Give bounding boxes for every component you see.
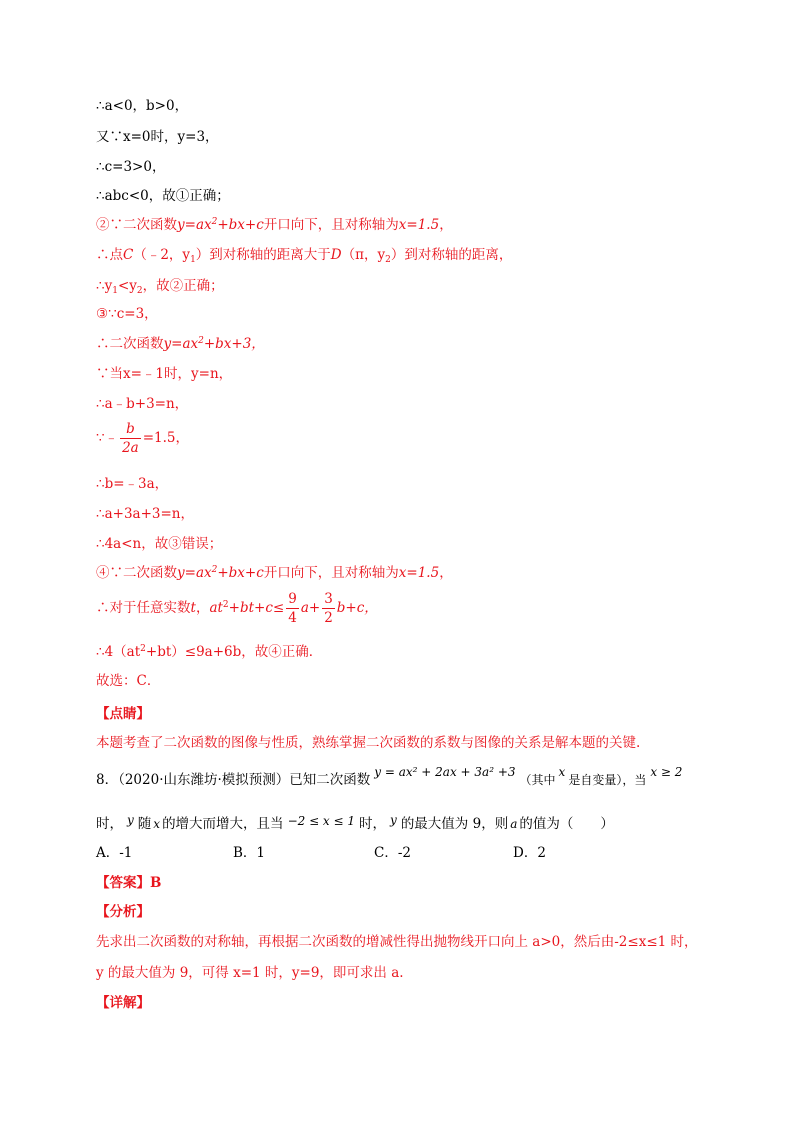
y2-sub: 2 bbox=[136, 286, 143, 296]
s3-func-expr: $y=ax^2+bx+3$， bbox=[163, 336, 265, 352]
func-expr: $y=ax^2+bx+c$ bbox=[177, 217, 264, 233]
y1-label: ∴y bbox=[96, 278, 113, 294]
line-a-neg-b-pos: ∴a<0，b>0， bbox=[96, 98, 189, 114]
line-x0-y3: 又∵x=0时，y=3， bbox=[96, 129, 219, 145]
fraction-b-over-2a: $\frac{b}{2a}$ bbox=[122, 421, 139, 456]
s3-c3: ③∵c=3， bbox=[96, 306, 158, 322]
analysis-heading: 【分析】 bbox=[96, 904, 150, 920]
s4-conc-sq: 2 bbox=[140, 644, 146, 654]
s4-a-plus: a+ bbox=[300, 600, 321, 616]
q8-y2: y bbox=[390, 813, 397, 827]
q8-equation: y = ax² + 2ax + 3a² +3 bbox=[374, 765, 516, 779]
s3-function bbox=[96, 334, 265, 354]
fraction-9-over-4: $\frac{9}{4}$ bbox=[288, 591, 297, 626]
s3-eq-1-5: =1.5， bbox=[142, 430, 190, 446]
s4-conc-a: ∴4（at bbox=[96, 644, 141, 660]
axis-value: x=1.5 bbox=[398, 217, 440, 233]
statement-2-points bbox=[96, 245, 512, 265]
s4-comma: ， bbox=[439, 565, 453, 581]
s4-any-real: ∴对于任意实数 bbox=[96, 600, 191, 616]
s3-conclusion: ∴4a<n，故③错误； bbox=[96, 536, 223, 552]
q8-options bbox=[96, 843, 696, 863]
detail-heading: 【详解】 bbox=[96, 995, 150, 1011]
choice-line: 故选：C． bbox=[96, 673, 161, 689]
s2-distance-end: ）到对称轴的距离， bbox=[390, 247, 513, 263]
s4-t: t bbox=[190, 600, 196, 616]
q8-when2: 时， bbox=[359, 816, 387, 832]
sub-2: 2 bbox=[385, 255, 391, 265]
point-d-coord: （π，y bbox=[341, 247, 386, 263]
question-8-line-2 bbox=[96, 814, 614, 834]
option-a[interactable]: A．-1 bbox=[96, 845, 133, 861]
answer-label: 【答案】B bbox=[96, 875, 162, 891]
s2-point-prefix: ∴点 bbox=[96, 247, 123, 263]
comment-text: 本题考查了二次函数的图像与性质，熟练掌握二次函数的系数与图像的关系是解本题的关键. bbox=[96, 735, 641, 751]
comment-heading: 【点睛】 bbox=[96, 706, 150, 722]
analysis-line-1: 先求出二次函数的对称轴，再根据二次函数的增减性得出抛物线开口向上 a>0，然后由-2≤x≤1 时， bbox=[96, 934, 698, 950]
s3-a-b-3-n: ∴a﹣b+3=n， bbox=[96, 396, 189, 412]
s4-prefix: ④∵二次函数 bbox=[96, 565, 177, 581]
q8-condition: x ≥ 2 bbox=[650, 765, 683, 779]
s3-a3a3n: ∴a+3a+3=n， bbox=[96, 506, 194, 522]
option-b[interactable]: B．1 bbox=[233, 845, 266, 861]
q8-intro: 8．（2020·山东潍坊·模拟预测）已知二次函数 bbox=[96, 772, 371, 788]
s4-b-c: b+c， bbox=[336, 600, 378, 616]
q8-with: 随 bbox=[137, 816, 152, 832]
sub-1: 1 bbox=[190, 255, 196, 265]
question-8-line-1 bbox=[96, 765, 683, 790]
s3-b-neg3a: ∴b=﹣3a， bbox=[96, 476, 169, 492]
point-d: D bbox=[330, 247, 342, 263]
y2-label: <y bbox=[117, 278, 137, 294]
q8-x2: x bbox=[153, 817, 161, 831]
analysis-line-2: y 的最大值为 9，可得 x=1 时，y=9，即可求出 a. bbox=[96, 965, 404, 981]
q8-range: −2 ≤ x ≤ 1 bbox=[287, 814, 356, 828]
s4-sq: 2 bbox=[222, 600, 229, 610]
s4-axis-value: x=1.5 bbox=[398, 565, 440, 581]
s3-func-prefix: ∴二次函数 bbox=[96, 336, 164, 352]
q8-increase: 的增大而增大，且当 bbox=[162, 816, 284, 832]
line-c-pos: ∴c=3>0， bbox=[96, 159, 166, 175]
s4-conclusion bbox=[96, 642, 322, 662]
s2-comma: ， bbox=[439, 217, 453, 233]
statement-2-line bbox=[96, 215, 453, 235]
s4-func-expr: $y=ax^2+bx+c$ bbox=[177, 565, 264, 581]
option-c[interactable]: C．-2 bbox=[374, 845, 411, 861]
q8-value-of: 的值为（ ） bbox=[519, 816, 614, 832]
s3-fraction-line bbox=[96, 420, 189, 457]
s2-prefix: ②∵二次函数 bbox=[96, 217, 177, 233]
q8-a: a bbox=[510, 817, 518, 831]
q8-is-var: 是自变量），当 bbox=[568, 773, 647, 787]
q8-where: （其中 bbox=[519, 773, 556, 787]
s3-because: ∵﹣ bbox=[96, 430, 119, 446]
statement-2-conclusion bbox=[96, 276, 224, 296]
s4-at: at bbox=[209, 600, 223, 616]
s2-middle: 开口向下，且对称轴为 bbox=[263, 217, 399, 233]
s4-comma2: ， bbox=[195, 600, 210, 616]
s3-when-x-neg1: ∵当x=﹣1时，y=n， bbox=[96, 366, 233, 382]
statement-4-line bbox=[96, 563, 453, 583]
s4-middle: 开口向下，且对称轴为 bbox=[263, 565, 399, 581]
point-c: C bbox=[123, 247, 134, 263]
option-d[interactable]: D．2 bbox=[513, 845, 546, 861]
q8-y1: y bbox=[127, 813, 134, 827]
s2-distance-text: ）到对称轴的距离大于 bbox=[195, 247, 331, 263]
s2-verdict: ，故②正确； bbox=[142, 278, 224, 294]
q8-max: 的最大值为 9，则 bbox=[400, 816, 509, 832]
s4-conc-b: +bt）≤9a+6b，故④正确． bbox=[145, 644, 323, 660]
point-c-coord: （﹣2，y bbox=[133, 247, 191, 263]
fraction-3-over-2: $\frac{3}{2}$ bbox=[324, 591, 333, 626]
line-conclusion-1: ∴abc<0，故①正确； bbox=[96, 188, 230, 204]
q8-x-var: x bbox=[558, 765, 566, 779]
s4-bt-c-le: +bt+c≤ bbox=[228, 600, 285, 616]
y1-sub: 1 bbox=[112, 286, 118, 296]
s4-inequality-line bbox=[96, 590, 378, 627]
q8-when: 时， bbox=[96, 816, 123, 832]
